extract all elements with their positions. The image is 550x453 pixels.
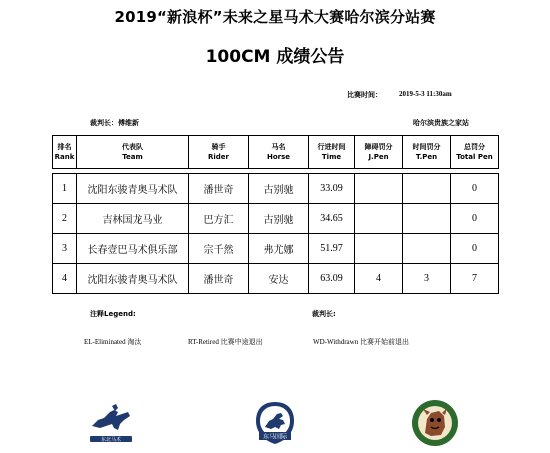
club-emblem-logo: [411, 399, 459, 447]
legend-eliminated: EL-Eliminated 淘汰: [84, 338, 142, 346]
page-subtitle: 100CM 成绩公告: [205, 47, 345, 67]
legend-retired: RT-Retired 比赛中途退出: [188, 338, 263, 346]
header-horse: 马名 Horse: [249, 136, 309, 169]
judge-signature-label: 裁判长:: [312, 310, 336, 318]
header-jpen: 障碍罚分 J.Pen: [355, 136, 403, 169]
cell-rider: 巴方汇: [189, 204, 249, 234]
legend-title: 注释Legend:: [90, 310, 136, 318]
match-time-value: 2019-5-3 11:30am: [399, 90, 452, 98]
cell-total: 0: [451, 234, 499, 264]
header-rank: 排名 Rank: [53, 136, 77, 169]
horse-badge-icon: [253, 401, 297, 445]
cell-rider: 潘世奇: [189, 174, 249, 204]
cell-jpen: 4: [355, 264, 403, 294]
cell-team: 吉林国龙马业: [77, 204, 189, 234]
cell-tpen: [403, 204, 451, 234]
header-total: 总罚分 Total Pen: [451, 136, 499, 169]
center-logo-caption: 东马国际: [262, 433, 288, 441]
cell-time: 51.97: [309, 234, 355, 264]
header-tpen: 时间罚分 T.Pen: [403, 136, 451, 169]
legend-withdrawn: WD-Withdrawn 比赛开始前退出: [313, 338, 409, 346]
cell-tpen: 3: [403, 264, 451, 294]
cell-rider: 潘世奇: [189, 264, 249, 294]
cell-team: 沈阳东骏青奥马术队: [77, 174, 189, 204]
header-team: 代表队 Team: [77, 136, 189, 169]
cell-horse: 弗尤娜: [249, 234, 309, 264]
cell-total: 0: [451, 174, 499, 204]
cell-team: 长春壹巴马术俱乐部: [77, 234, 189, 264]
table-header-row: [53, 136, 499, 169]
header-rider: 骑手 Rider: [189, 136, 249, 169]
cell-horse: 古别驰: [249, 174, 309, 204]
cell-time: 33.09: [309, 174, 355, 204]
results-table: [52, 135, 499, 294]
cell-total: 0: [451, 204, 499, 234]
jumping-horse-logo: [88, 402, 134, 442]
venue-name: 哈尔滨贵族之家站: [413, 119, 469, 127]
cell-tpen: [403, 234, 451, 264]
emblem-icon: [411, 399, 459, 447]
header-time: 行进时间 Time: [309, 136, 355, 169]
cell-time: 63.09: [309, 264, 355, 294]
cell-rider: 宗千然: [189, 234, 249, 264]
page-title: 2019“新浪杯”未来之星马术大赛哈尔滨分站赛: [114, 8, 436, 26]
table-row: [53, 264, 499, 294]
cell-rank: 3: [53, 234, 77, 264]
cell-total: 7: [451, 264, 499, 294]
table-row: [53, 234, 499, 264]
cell-time: 34.65: [309, 204, 355, 234]
cell-jpen: [355, 174, 403, 204]
match-time-label: 比赛时间：: [347, 91, 382, 99]
table-row: [53, 204, 499, 234]
cell-rank: 1: [53, 174, 77, 204]
table-row: [53, 174, 499, 204]
dongma-badge-logo: [253, 401, 297, 445]
left-logo-caption: 东北马术: [100, 437, 122, 442]
cell-horse: 古别驰: [249, 204, 309, 234]
cell-horse: 安达: [249, 264, 309, 294]
cell-rank: 2: [53, 204, 77, 234]
cell-team: 沈阳东骏青奥马术队: [77, 264, 189, 294]
jumping-horse-icon: [88, 402, 134, 442]
cell-tpen: [403, 174, 451, 204]
cell-jpen: [355, 234, 403, 264]
cell-jpen: [355, 204, 403, 234]
cell-rank: 4: [53, 264, 77, 294]
chief-judge: 裁判长：傅维新: [90, 119, 139, 127]
